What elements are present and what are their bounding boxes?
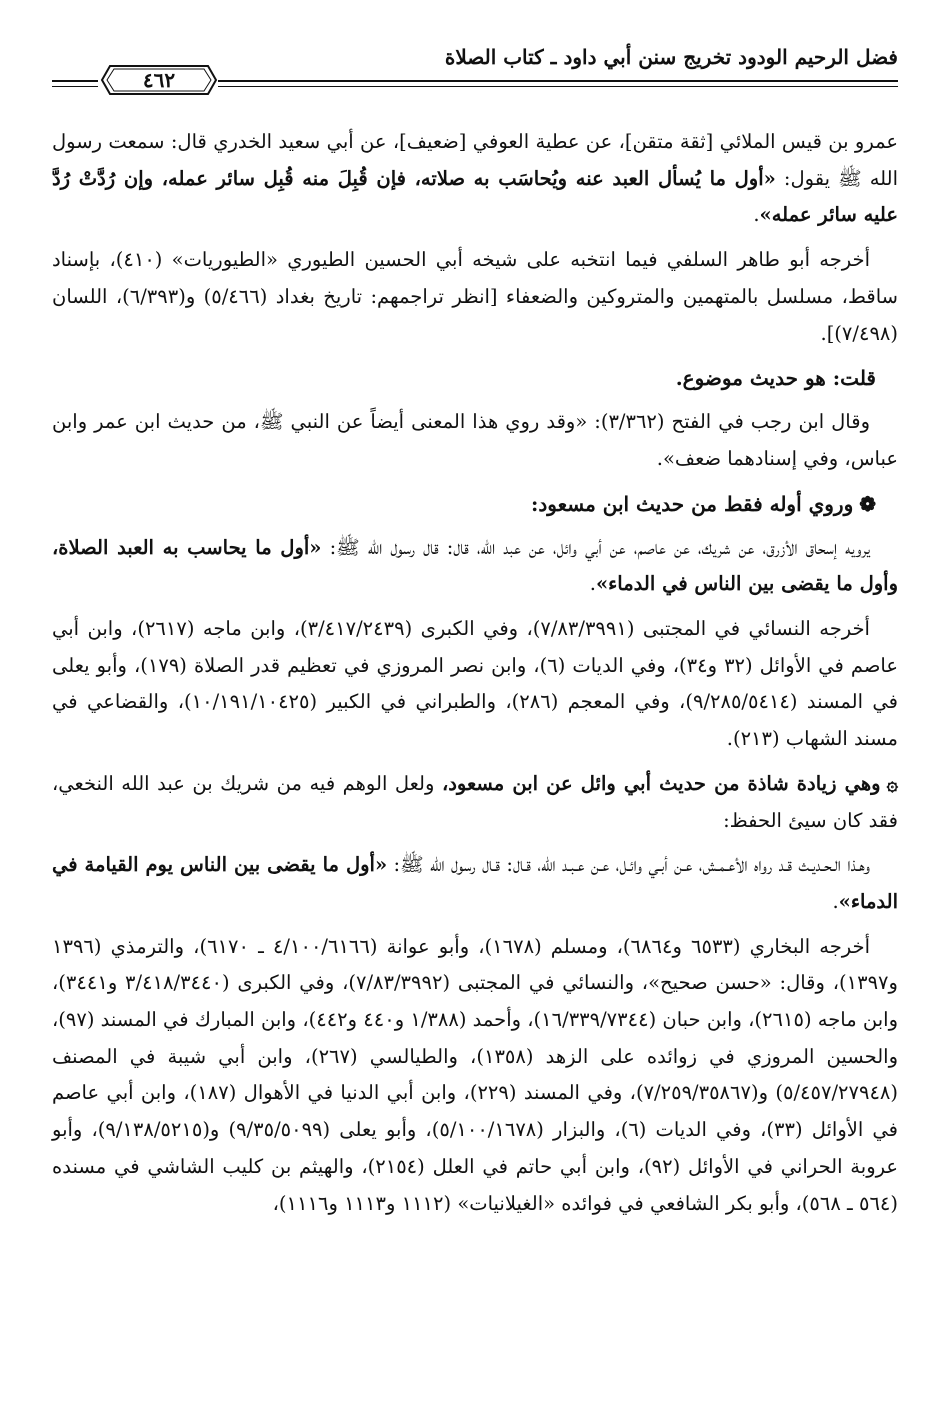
paragraph-shadh-note <box>52 766 898 839</box>
bold-text-run: وهي زيادة شاذة من حديث أبي وائل عن ابن مسعود، <box>441 771 881 795</box>
text-run: عمرو بن قيس الملائي [ثقة متقن]، عن عطية العوفي [ضعيف]، عن أبي سعيد الخدري قال: سمعت رسول الله ﷺ يقول: <box>52 130 898 190</box>
text-run: . <box>832 889 839 913</box>
section-marker-icon: ❁ <box>859 491 876 516</box>
paragraph-ibn-rajab <box>52 404 898 477</box>
bold-text-run: «أول ما يحاسب به العبد الصلاة، وأول ما يقضى بين الناس في الدماء» <box>52 535 898 596</box>
text-run: وهـذا الـحـديـث قـد رواه الأعـمـش، عـن أبـي وائـل، عـن عـبـد الله، قـال: قـال رسول الله ﷺ: <box>387 853 870 877</box>
page-number-frame <box>100 64 218 96</box>
section-heading-ibn-masud <box>52 486 898 522</box>
bold-text-run: وروي أوله فقط من حديث ابن مسعود: <box>530 491 854 516</box>
bold-text-run: قلت: هو حديث موضوع. <box>675 366 876 391</box>
text-run: وقال ابن رجب في الفتح (٣/٣٦٢): «وقد روي هذا المعنى أيضاً عن النبي ﷺ، من حديث ابن عمر وابن عباس، وفي إسنادهما ضعف». <box>52 410 898 470</box>
paragraph-isnad-ishaq <box>52 530 898 603</box>
header-rule-left-bottom <box>52 86 98 87</box>
header-rule-left-top <box>52 80 98 82</box>
paragraph-takhrij-silafi <box>52 242 898 352</box>
header-rule-bottom <box>218 86 898 87</box>
paragraph-takhrij-bukhari <box>52 929 898 1223</box>
page-number: ٤٦٢ <box>142 68 176 92</box>
header-title: فضل الرحيم الودود تخريج سنن أبي داود ـ كتاب الصلاة <box>444 45 898 69</box>
paragraph-amash-hadith <box>52 847 898 920</box>
paragraph-verdict <box>52 360 898 396</box>
running-header <box>52 40 898 112</box>
text-run: ولعل الوهم فيه من شريك بن عبد الله النخعي، فقد كان سيئ الحفظ: <box>52 771 898 832</box>
page-body <box>52 124 898 1230</box>
header-rule-top <box>218 80 898 82</box>
text-run: أخرجه أبو طاهر السلفي فيما انتخبه على شيخه أبي الحسين الطيوري «الطيوريات» (٤١٠)، بإسناد ساقط، مسلسل بالمتهمين والمتروكين والضعفاء [انظر تراجمهم: تاريخ بغداد (٥/٤٦٦) و(٦/٣٩٣)، اللسان (٧/٤٩٨)]. <box>52 248 898 345</box>
paragraph-takhrij-nasai <box>52 611 898 758</box>
text-run: . <box>753 203 760 227</box>
paragraph-isnad-abu-said <box>52 124 898 234</box>
book-page <box>52 40 898 1380</box>
text-run: أخرجه البخاري (٦٥٣٣ و٦٨٦٤)، ومسلم (١٦٧٨)، وأبو عوانة (٤/١٠٠/٦١٦٦ ـ ٦١٧٠)، والترمذي (١٣٩٦ و١٣٩٧)، وقال: «حسن صحيح»، والنسائي في المجتبى (٧/٨٣/٣٩٩٢)، وفي الكبرى (٣/٤١٨/٣٤٤٠ و٣٤٤١)، وابن ماجه (٢٦١٥)، وابن حبان (١٦/٣٣٩/٧٣٤٤)، وأحمد (١/٣٨٨ و٤٤٠ و٤٤٢)، وابن المبارك في المسند (٩٧)، والحسين المروزي في زوائده على الزهد (١٣٥٨)، والطيالسي (٢٦٧)، وابن أبي شيبة في المصنف (٥/٤٥٧/٢٧٩٤٨) و(٧/٢٥٩/٣٥٨٦٧)، وفي المسند (٢٢٩)، وابن أبي الدنيا في الأهوال (١٨٧)، وابن أبي عاصم في الأوائل (٣٣)، وفي الديات (٦)، والبزار (٥/١٠٠/١٦٧٨)، وأبو يعلى (٩/٣٥/٥٠٩٩) و(٩/١٣٨/٥٢١٥)، وأبو عروبة الحراني في الأوائل (٩٢)، وابن أبي حاتم في العلل (٢١٥٤)، والهيثم بن كليب الشاشي في مسنده (٥٦٤ ـ ٥٦٨)، وأبو بكر الشافعي في فوائده «الغيلانيات» (١١١٢ و١١١٣ و١١١٦)، <box>52 934 899 1215</box>
bold-text-run: «أول ما يقضى بين الناس يوم القيامة في الدماء» <box>52 853 898 913</box>
text-run: . <box>589 572 596 596</box>
section-marker-icon: ۞ <box>886 771 898 795</box>
text-run: أخرجه النسائي في المجتبى (٧/٨٣/٣٩٩١)، وفي الكبرى (٣/٤١٧/٢٤٣٩)، وابن ماجه (٢٦١٧)، وابن أبي عاصم في الأوائل (٣٢ و٣٤)، وفي الديات (٦)، وابن نصر المروزي في تعظيم قدر الصلاة (١٧٩)، وأبو يعلى في المسند (٩/٢٨٥/٥٤١٤)، وفي المعجم (٢٨٦)، والطبراني في الكبير (١٠/١٩١/١٠٤٢٥)، والقضاعي في مسند الشهاب (٢١٣). <box>52 617 899 751</box>
bold-text-run: «أول ما يُسأل العبد عنه ويُحاسَب به صلاته، فإن قُبِلَ منه قُبِل سائر عمله، وإن رُدَّتْ رُدَّ عليه سائر عمله» <box>52 166 898 227</box>
text-run: يرويه إسحاق الأزرق، عن شريك، عن عاصم، عن أبي وائل، عن عبد الله، قال: قال رسول الله ﷺ: <box>321 535 870 559</box>
